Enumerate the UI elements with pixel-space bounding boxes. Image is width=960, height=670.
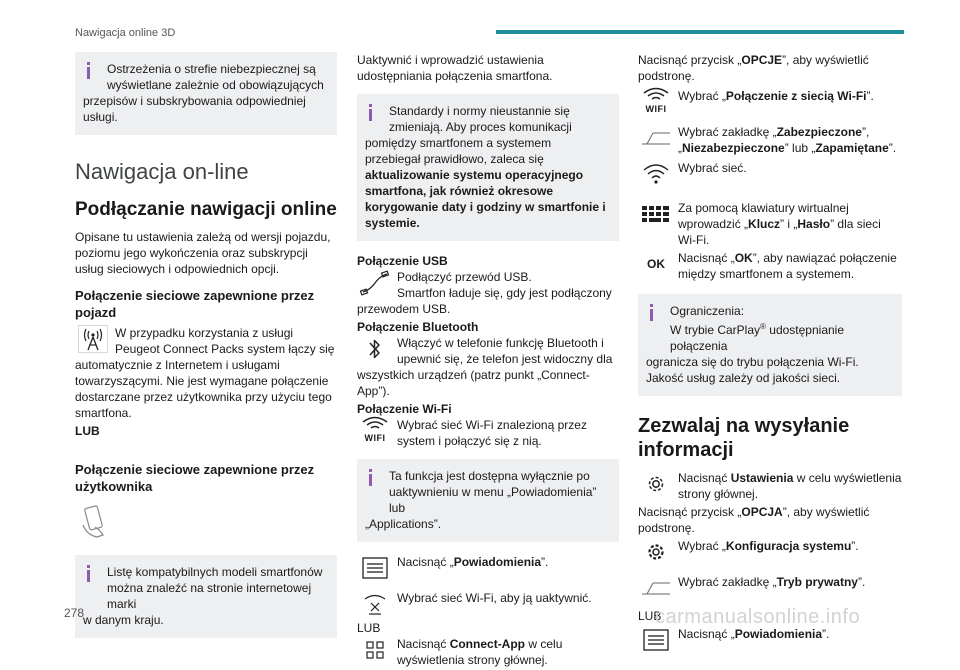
notifications-icon: [357, 554, 393, 582]
step-continuation: automatycznie z Internetem i usługami towarzyszącymi. Nie jest wymagane połączenie dostarczane przez użytkownika przy użyciu tego smartfona.: [75, 358, 332, 420]
bluetooth-icon: [357, 335, 393, 363]
wifi-icon-label: WIFI: [645, 104, 667, 114]
step-ok: [638, 250, 902, 282]
or-label: LUB: [357, 621, 381, 635]
standards-note: [357, 94, 619, 241]
note-marker-icon: [369, 104, 372, 124]
note-text-line2: „Applications”.: [365, 517, 442, 531]
wifi-icon: [357, 417, 393, 445]
step-text: Wybrać zakładkę „Tryb prywatny”.: [678, 575, 866, 589]
wifi-signal-icon: [638, 160, 674, 188]
running-title: Nawigacja online 3D: [75, 27, 176, 39]
step-continuation: przewodem USB.: [357, 302, 451, 316]
step-bluetooth: [357, 335, 619, 367]
tab-icon: [638, 574, 674, 602]
keyboard-icon: [638, 200, 674, 228]
note-text-line1: Ostrzeżenia o strefie niebezpiecznej są wyświetlane zależnie od obowiązujących: [107, 62, 324, 92]
step-settings: [638, 470, 902, 502]
step-wifi-connection: [638, 88, 902, 116]
send-info-heading: Zezwalaj na wysyłanie informacji: [638, 415, 850, 461]
wifi-icon-label: WIFI: [364, 433, 386, 443]
ok-icon-label: OK: [647, 257, 665, 271]
step-private-mode: [638, 574, 902, 602]
step-text: Wybrać „Połączenie z siecią Wi-Fi”.: [678, 89, 874, 103]
step-select-wifi: [357, 590, 619, 618]
wifi-icon: [638, 88, 674, 116]
step-text: Wybrać sieć Wi-Fi, aby ją uaktywnić.: [397, 591, 592, 605]
intro-paragraph: Nacisnąć przycisk „OPCJE”, aby wyświetlić podstronę.: [638, 53, 869, 83]
note-bold-text: aktualizowanie systemu operacyjnego smartfona, jak również okresowe korygowanie daty i godziny w smartfonie i systemie.: [365, 168, 606, 230]
step-text: Nacisnąć „Powiadomienia”.: [678, 627, 830, 641]
step-connect-app: [357, 636, 619, 668]
step-usb: [357, 269, 619, 301]
usb-step-line2: Smartfon ładuje się, gdy jest podłączony: [397, 286, 612, 300]
note-text-line3: ogranicza się do trybu połączenia Wi-Fi.: [646, 355, 859, 369]
note-marker-icon: [87, 62, 90, 82]
step-text: W przypadku korzystania z usługi Peugeot Connect Packs system łączy się: [115, 326, 335, 356]
note-text-line1: Standardy i normy nieustannie się zmieniają. Aby proces komunikacji: [389, 104, 572, 134]
warning-note: [75, 52, 337, 135]
bluetooth-heading: Połączenie Bluetooth: [357, 320, 479, 334]
note-text-line1: Listę kompatybilnych modeli smartfonów można znaleźć na stronie internetowej marki: [107, 565, 323, 611]
vehicle-connection-heading: Połączenie sieciowe zapewnione przez pojazd: [75, 288, 315, 320]
column-1: [75, 52, 337, 650]
usb-step-line1: Podłączyć przewód USB.: [397, 270, 532, 284]
step-text: Nacisnąć Connect-App w celu wyświetlenia strony głównej.: [397, 637, 563, 667]
page-number: 278: [64, 606, 85, 620]
subsection-heading: Podłączanie nawigacji online: [75, 199, 337, 220]
wifi-select-icon: [357, 590, 393, 618]
user-connection-heading: Połączenie sieciowe zapewnione przez użytkownika: [75, 462, 315, 494]
note-text-rest: [365, 135, 609, 231]
note-marker-icon: [87, 565, 90, 585]
section-heading: Nawigacja on-line: [75, 159, 249, 184]
or-label: LUB: [75, 424, 100, 438]
step-notifications: [357, 554, 619, 582]
note-text-line2: W trybie CarPlay® udostępnianie połączenia: [670, 322, 845, 353]
header-accent-bar: [496, 30, 904, 34]
intro-paragraph: Opisane tu ustawienia zależą od wersji pojazdu, poziomu jego wykończenia oraz subskrypcji usług sieciowych i odpowiednich opcji.: [75, 230, 331, 276]
note-title: Ograniczenia:: [670, 304, 745, 318]
step-wifi: [357, 417, 619, 449]
apps-grid-icon: [357, 636, 393, 664]
note-marker-icon: [650, 304, 653, 324]
usb-heading: Połączenie USB: [357, 254, 448, 268]
column-2: [357, 52, 619, 670]
note-text-line2: przepisów i subskrybowania odpowiedniej usługi.: [83, 94, 306, 124]
note-text-line2: w danym kraju.: [83, 613, 164, 627]
step-text: Włączyć w telefonie funkcję Bluetooth i upewnić się, że telefon jest widoczny dla: [397, 336, 613, 366]
usb-cable-icon: [357, 269, 393, 297]
step-vehicle-connection: [75, 325, 337, 357]
note-marker-icon: [369, 469, 372, 489]
smartphone-illustration: [75, 505, 337, 539]
step-notifications: [638, 626, 902, 654]
info-note: [75, 555, 337, 638]
step-continuation: wszystkich urządzeń (patrz punkt „Connect-App”).: [357, 368, 590, 398]
step-text: Wybrać zakładkę „Zabezpieczone”, „Niezabezpieczone” lub „Zapamiętane”.: [678, 125, 897, 155]
wifi-heading: Połączenie Wi-Fi: [357, 402, 452, 416]
smartphone-hand-icon: [75, 505, 111, 539]
step-text: Za pomocą klawiatury wirtualnej wprowadzić „Klucz” i „Hasło” dla sieci Wi-Fi.: [678, 201, 881, 247]
watermark: carmanualsonline.info: [655, 606, 861, 628]
or-label: LUB: [638, 609, 662, 623]
note-text: pomiędzy smartfonem a systemem przebiegał prawidłowo, zaleca się: [365, 136, 552, 166]
step-text: Nacisnąć „Powiadomienia”.: [397, 555, 549, 569]
feature-note: [357, 459, 619, 542]
antenna-icon: [75, 325, 111, 353]
step-text: [397, 269, 619, 301]
notifications-icon: [638, 626, 674, 654]
intro-paragraph: Uaktywnić i wprowadzić ustawienia udostępniania połączenia smartfona.: [357, 53, 553, 83]
step-text: Wybrać sieć.: [678, 161, 747, 175]
note-text-line4: Jakość usług zależy od jakości sieci.: [646, 371, 841, 385]
note-text-line1: Ta funkcja jest dostępna wyłącznie po uaktywnieniu w menu „Powiadomienia” lub: [389, 469, 597, 515]
step-keyboard: [638, 200, 902, 248]
gear-icon: [638, 470, 674, 498]
step-select-tab: [638, 124, 902, 156]
step-text: Wybrać „Konfiguracja systemu”.: [678, 539, 859, 553]
system-settings-icon: [638, 538, 674, 566]
step-text: Nacisnąć Ustawienia w celu wyświetlenia strony głównej.: [678, 471, 902, 501]
column-3: [638, 52, 902, 656]
step-text: Wybrać sieć Wi-Fi znalezioną przez system i połączyć się z nią.: [397, 418, 587, 448]
ok-icon: [638, 250, 674, 278]
tab-icon: [638, 124, 674, 152]
step-system-config: [638, 538, 902, 566]
limitations-note: [638, 294, 902, 396]
step-text: Nacisnąć „OK”, aby nawiązać połączenie między smartfonem a systemem.: [678, 251, 897, 281]
step-select-network: [638, 160, 902, 188]
options-paragraph: Nacisnąć przycisk „OPCJA”, aby wyświetlić podstronę.: [638, 505, 870, 535]
